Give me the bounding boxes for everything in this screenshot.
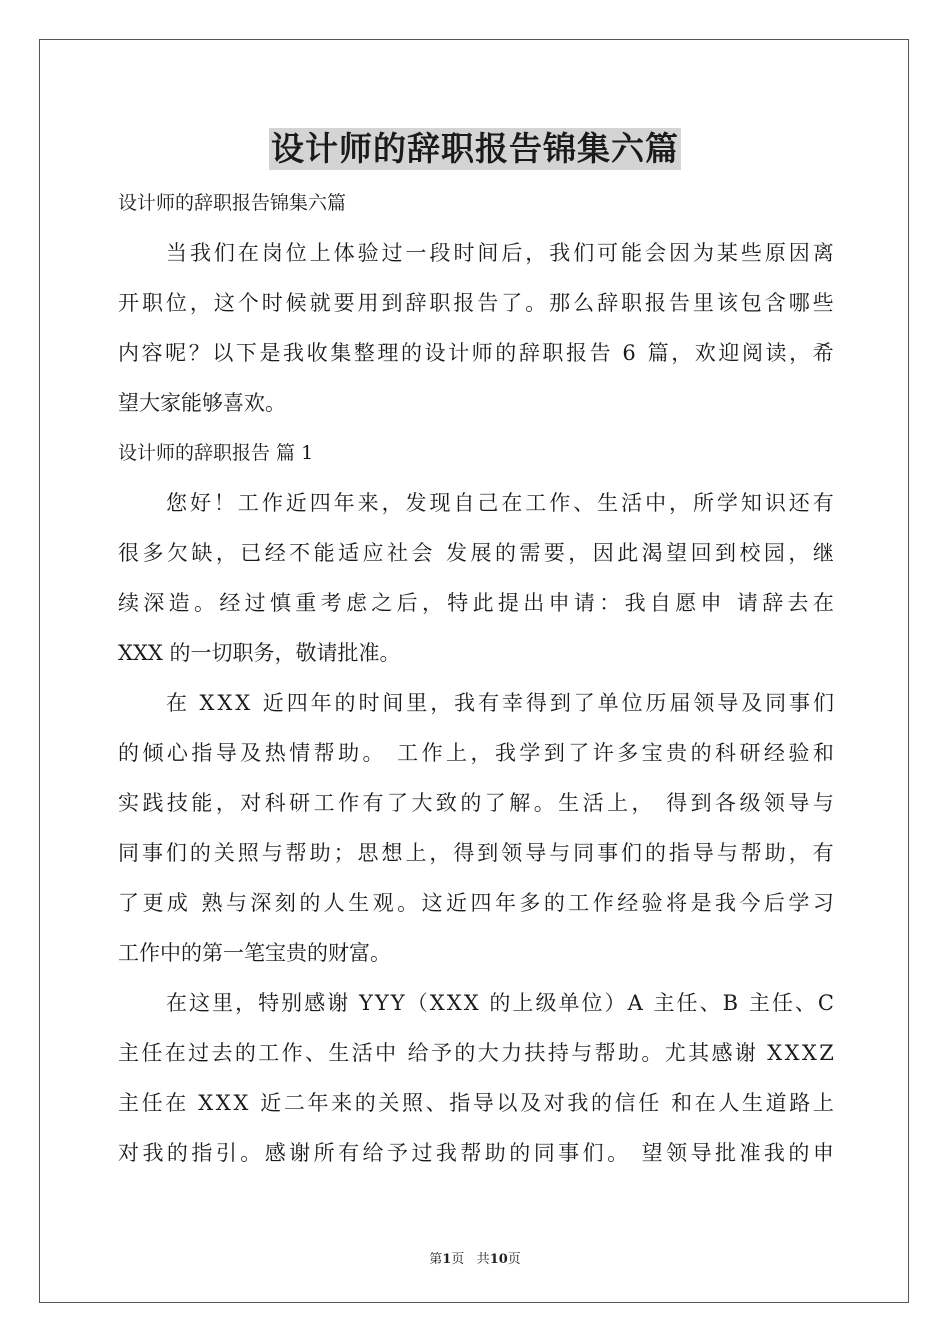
document-title: 设计师的辞职报告锦集六篇 <box>271 129 679 168</box>
paragraph-1 <box>118 478 834 678</box>
text-line: 同 事 们 的 关 照 与 帮 助 ； 思 想 上 ， 得 到 领 导 与 同 事 们 的 指 导 与 帮 助 ， 有 <box>118 841 834 865</box>
text-line: 工作中的第一笔宝贵的财富。 <box>118 941 391 965</box>
text-line: 开 职 位 ， 这 个 时 候 就 要 用 到 辞 职 报 告 了 。 那 么 辞 职 报 告 里 该 包 含 哪 些 <box>118 291 834 315</box>
total-prefix: 共 <box>476 1252 490 1267</box>
paragraph-3 <box>118 978 834 1178</box>
page-suffix: 页 <box>451 1252 465 1267</box>
page-prefix: 第 <box>429 1252 443 1267</box>
intro-paragraph <box>118 228 834 428</box>
document-body <box>118 178 834 1178</box>
text-line: 在 这 里 ， 特 别 感 谢 Y Y Y （ X X X 的 上 级 单 位 ） A 主 任 、 B 主 任 、 C <box>166 991 834 1015</box>
section-heading: 设计师的辞职报告 篇 1 <box>118 442 314 464</box>
text-line: XXX 的一切职务，敬请批准。 <box>118 641 401 665</box>
total-suffix: 页 <box>507 1252 521 1267</box>
page-footer <box>0 1248 950 1267</box>
text-line: 望大家能够喜欢。 <box>118 391 286 415</box>
text-line: 对 我 的 指 引 。 感 谢 所 有 给 予 过 我 帮 助 的 同 事 们 。 望 领 导 批 准 我 的 申 <box>118 1141 834 1165</box>
page-number: 1 <box>442 1252 452 1267</box>
text-line: 续 深 造 。 经 过 慎 重 考 虑 之 后 ， 特 此 提 出 申 请 ： 我 自 愿 申 请 辞 去 在 <box>118 591 834 615</box>
title-container <box>0 128 950 170</box>
text-line: 很 多 欠 缺 ， 已 经 不 能 适 应 社 会 发 展 的 需 要 ， 因 此 渴 望 回 到 校 园 ， 继 <box>118 541 834 565</box>
total-pages: 10 <box>489 1252 508 1267</box>
text-line: 在 X X X 近 四 年 的 时 间 里 ， 我 有 幸 得 到 了 单 位 历 届 领 导 及 同 事 们 <box>166 691 834 715</box>
text-line: 当 我 们 在 岗 位 上 体 验 过 一 段 时 间 后 ， 我 们 可 能 会 因 为 某 些 原 因 离 <box>166 241 834 265</box>
text-line: 您 好 ！ 工 作 近 四 年 来 ， 发 现 自 己 在 工 作 、 生 活 中 ， 所 学 知 识 还 有 <box>166 491 834 515</box>
paragraph-2 <box>118 678 834 978</box>
text-line: 的 倾 心 指 导 及 热 情 帮 助 。 工 作 上 ， 我 学 到 了 许 多 宝 贵 的 科 研 经 验 和 <box>118 741 834 765</box>
text-line: 内 容 呢 ？ 以 下 是 我 收 集 整 理 的 设 计 师 的 辞 职 报 告 6 篇 ， 欢 迎 阅 读 ， 希 <box>118 341 834 365</box>
document-subtitle: 设计师的辞职报告锦集六篇 <box>118 192 347 214</box>
text-line: 主 任 在 过 去 的 工 作 、 生 活 中 给 予 的 大 力 扶 持 与 帮 助 。 尤 其 感 谢 X X X Z <box>118 1041 834 1065</box>
text-line: 了 更 成 熟 与 深 刻 的 人 生 观 。 这 近 四 年 多 的 工 作 经 验 将 是 我 今 后 学 习 <box>118 891 834 915</box>
text-line: 主 任 在 X X X 近 二 年 来 的 关 照 、 指 导 以 及 对 我 的 信 任 和 在 人 生 道 路 上 <box>118 1091 834 1115</box>
text-line: 实 践 技 能 ， 对 科 研 工 作 有 了 大 致 的 了 解 。 生 活 上 ， 得 到 各 级 领 导 与 <box>118 791 834 815</box>
